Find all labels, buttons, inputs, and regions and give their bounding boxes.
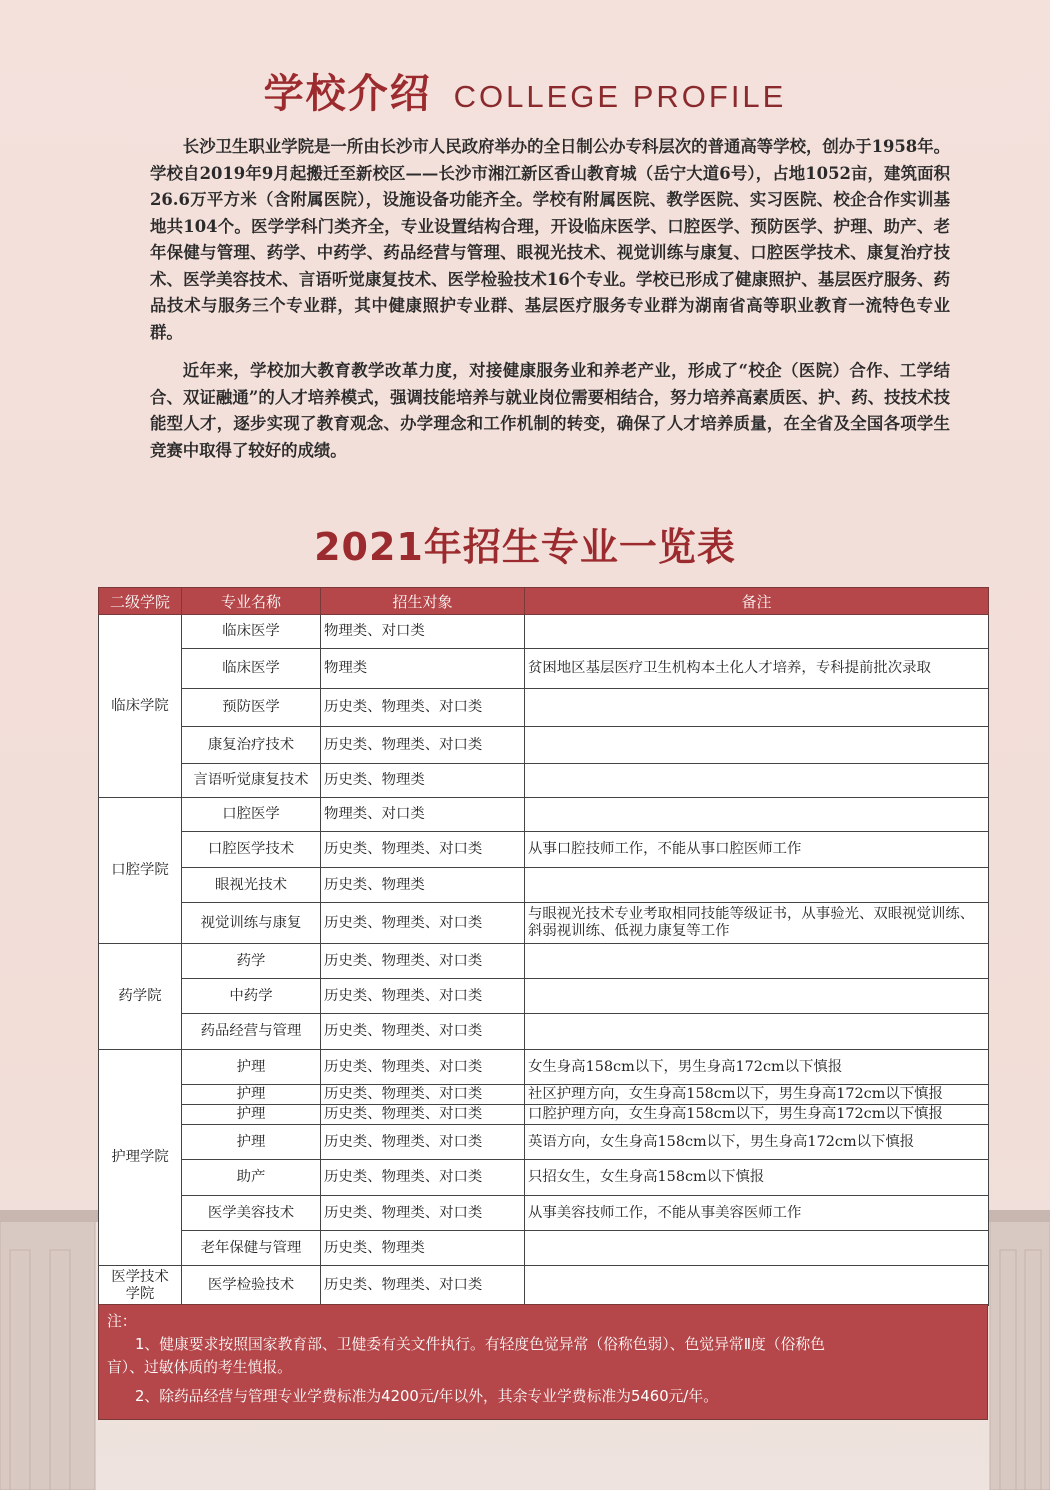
target-cell: 历史类、物理类	[321, 1231, 525, 1266]
remark-cell	[525, 944, 989, 979]
table-row	[99, 1050, 989, 1085]
header-major: 专业名称	[182, 588, 321, 615]
notes-box	[98, 1304, 988, 1420]
remark-cell	[525, 868, 989, 903]
college-intro	[150, 134, 950, 464]
remark-cell: 女生身高158cm以下，男生身高172cm以下慎报	[525, 1050, 989, 1085]
table-row	[99, 1125, 989, 1160]
target-cell: 历史类、物理类、对口类	[321, 727, 525, 764]
table-row	[99, 649, 989, 689]
remark-cell: 只招女生，女生身高158cm以下慎报	[525, 1160, 989, 1196]
target-cell: 历史类、物理类、对口类	[321, 1125, 525, 1160]
major-cell: 医学检验技术	[182, 1266, 321, 1306]
notes-heading: 注：	[107, 1313, 137, 1330]
major-cell: 护理	[182, 1085, 321, 1105]
target-cell: 历史类、物理类、对口类	[321, 944, 525, 979]
target-cell: 历史类、物理类、对口类	[321, 1160, 525, 1196]
remark-cell: 贫困地区基层医疗卫生机构本土化人才培养，专科提前批次录取	[525, 649, 989, 689]
table-row	[99, 1105, 989, 1125]
target-cell: 物理类、对口类	[321, 615, 525, 649]
table-row	[99, 903, 989, 944]
major-cell: 护理	[182, 1105, 321, 1125]
target-cell: 历史类、物理类、对口类	[321, 1196, 525, 1231]
table-row	[99, 798, 989, 832]
table-row	[99, 1014, 989, 1050]
page-title-en: COLLEGE PROFILE	[453, 79, 787, 114]
major-cell: 口腔医学技术	[182, 832, 321, 868]
remark-cell: 从事美容技师工作，不能从事美容医师工作	[525, 1196, 989, 1231]
remark-cell: 与眼视光技术专业考取相同技能等级证书，从事验光、双眼视觉训练、斜弱视训练、低视力康复等工作	[525, 903, 989, 944]
page-title-cn: 学校介绍	[263, 71, 432, 117]
remark-cell	[525, 979, 989, 1014]
dept-cell: 临床学院	[99, 615, 182, 798]
table-header-row	[99, 588, 989, 615]
dept-cell: 医学技术学院	[99, 1266, 182, 1306]
remark-cell	[525, 764, 989, 798]
major-cell: 口腔医学	[182, 798, 321, 832]
major-cell: 中药学	[182, 979, 321, 1014]
table-row	[99, 1231, 989, 1266]
remark-cell: 社区护理方向，女生身高158cm以下，男生身高172cm以下慎报	[525, 1085, 989, 1105]
major-cell: 药学	[182, 944, 321, 979]
table-row	[99, 979, 989, 1014]
table-row	[99, 727, 989, 764]
major-cell: 护理	[182, 1050, 321, 1085]
note-item-2: 2、除药品经营与管理专业学费标准为4200元/年以外，其余专业学费标准为5460元/年。	[135, 1388, 718, 1405]
remark-cell: 从事口腔技师工作，不能从事口腔医师工作	[525, 832, 989, 868]
header-target: 招生对象	[321, 588, 525, 615]
note-item-1-line1: 1、健康要求按照国家教育部、卫健委有关文件执行。有轻度色觉异常（俗称色弱）、色觉异常Ⅱ度（俗称色	[135, 1336, 825, 1353]
target-cell: 历史类、物理类	[321, 764, 525, 798]
target-cell: 历史类、物理类	[321, 868, 525, 903]
major-cell: 护理	[182, 1125, 321, 1160]
table-row	[99, 832, 989, 868]
table-row	[99, 1266, 989, 1306]
enrollment-table-wrapper	[98, 587, 988, 1306]
intro-paragraph: 近年来，学校加大教育教学改革力度，对接健康服务业和养老产业，形成了“校企（医院）合作、工学结合、双证融通”的人才培养模式，强调技能培养与就业岗位需要相结合，努力培养高素质医、护、药、技技术技能型人才，逐步实现了教育观念、办学理念和工作机制的转变，确保了人才培养质量，在全省及全国各项学生竞赛中取得了较好的成绩。	[150, 361, 950, 460]
note-item-1	[107, 1333, 977, 1356]
remark-cell	[525, 1266, 989, 1306]
table-row	[99, 1085, 989, 1105]
table-row	[99, 764, 989, 798]
major-cell: 药品经营与管理	[182, 1014, 321, 1050]
remark-cell: 口腔护理方向，女生身高158cm以下，男生身高172cm以下慎报	[525, 1105, 989, 1125]
header-remark: 备注	[525, 588, 989, 615]
intro-paragraph: 长沙卫生职业学院是一所由长沙市人民政府举办的全日制公办专科层次的普通高等学校，创办于1958年。学校自2019年9月起搬迁至新校区——长沙市湘江新区香山教育城（岳宁大道6号），占地1052亩，建筑面积26.6万平方米（含附属医院），设施设备功能齐全。学校有附属医院、教学医院、实习医院、校企合作实训基地共104个。医学学科门类齐全，专业设置结构合理，开设临床医学、口腔医学、预防医学、护理、助产、老年保健与管理、药学、中药学、药品经营与管理、眼视光技术、视觉训练与康复、口腔医学技术、康复治疗技术、医学美容技术、言语听觉康复技术、医学检验技术16个专业。学校已形成了健康照护、基层医疗服务、药品技术与服务三个专业群，其中健康照护专业群、基层医疗服务专业群为湖南省高等职业教育一流特色专业群。	[150, 137, 950, 342]
major-cell: 医学美容技术	[182, 1196, 321, 1231]
note-item-1-line2: 盲）、过敏体质的考生慎报。	[107, 1359, 292, 1376]
major-cell: 康复治疗技术	[182, 727, 321, 764]
table-row	[99, 1160, 989, 1196]
major-cell: 眼视光技术	[182, 868, 321, 903]
table-row	[99, 868, 989, 903]
major-cell: 老年保健与管理	[182, 1231, 321, 1266]
header-dept: 二级学院	[99, 588, 182, 615]
table-row	[99, 615, 989, 649]
target-cell: 历史类、物理类、对口类	[321, 979, 525, 1014]
enrollment-table-title: 2021年招生专业一览表	[314, 525, 736, 569]
target-cell: 历史类、物理类、对口类	[321, 1014, 525, 1050]
target-cell: 历史类、物理类、对口类	[321, 1105, 525, 1125]
target-cell: 历史类、物理类、对口类	[321, 689, 525, 727]
table-row	[99, 944, 989, 979]
dept-cell: 药学院	[99, 944, 182, 1050]
dept-cell: 口腔学院	[99, 798, 182, 944]
target-cell: 物理类	[321, 649, 525, 689]
major-cell: 临床医学	[182, 649, 321, 689]
target-cell: 物理类、对口类	[321, 798, 525, 832]
major-cell: 临床医学	[182, 615, 321, 649]
remark-cell	[525, 727, 989, 764]
remark-cell	[525, 798, 989, 832]
table-row	[99, 689, 989, 727]
remark-cell	[525, 615, 989, 649]
enrollment-table	[98, 587, 989, 1306]
major-cell: 言语听觉康复技术	[182, 764, 321, 798]
target-cell: 历史类、物理类、对口类	[321, 1266, 525, 1306]
remark-cell	[525, 1231, 989, 1266]
remark-cell	[525, 689, 989, 727]
target-cell: 历史类、物理类、对口类	[321, 832, 525, 868]
target-cell: 历史类、物理类、对口类	[321, 1050, 525, 1085]
target-cell: 历史类、物理类、对口类	[321, 903, 525, 944]
page-header	[0, 62, 1050, 119]
remark-cell	[525, 1014, 989, 1050]
major-cell: 预防医学	[182, 689, 321, 727]
dept-cell: 护理学院	[99, 1050, 182, 1266]
major-cell: 视觉训练与康复	[182, 903, 321, 944]
remark-cell: 英语方向，女生身高158cm以下，男生身高172cm以下慎报	[525, 1125, 989, 1160]
table-row	[99, 1196, 989, 1231]
major-cell: 助产	[182, 1160, 321, 1196]
target-cell: 历史类、物理类、对口类	[321, 1085, 525, 1105]
